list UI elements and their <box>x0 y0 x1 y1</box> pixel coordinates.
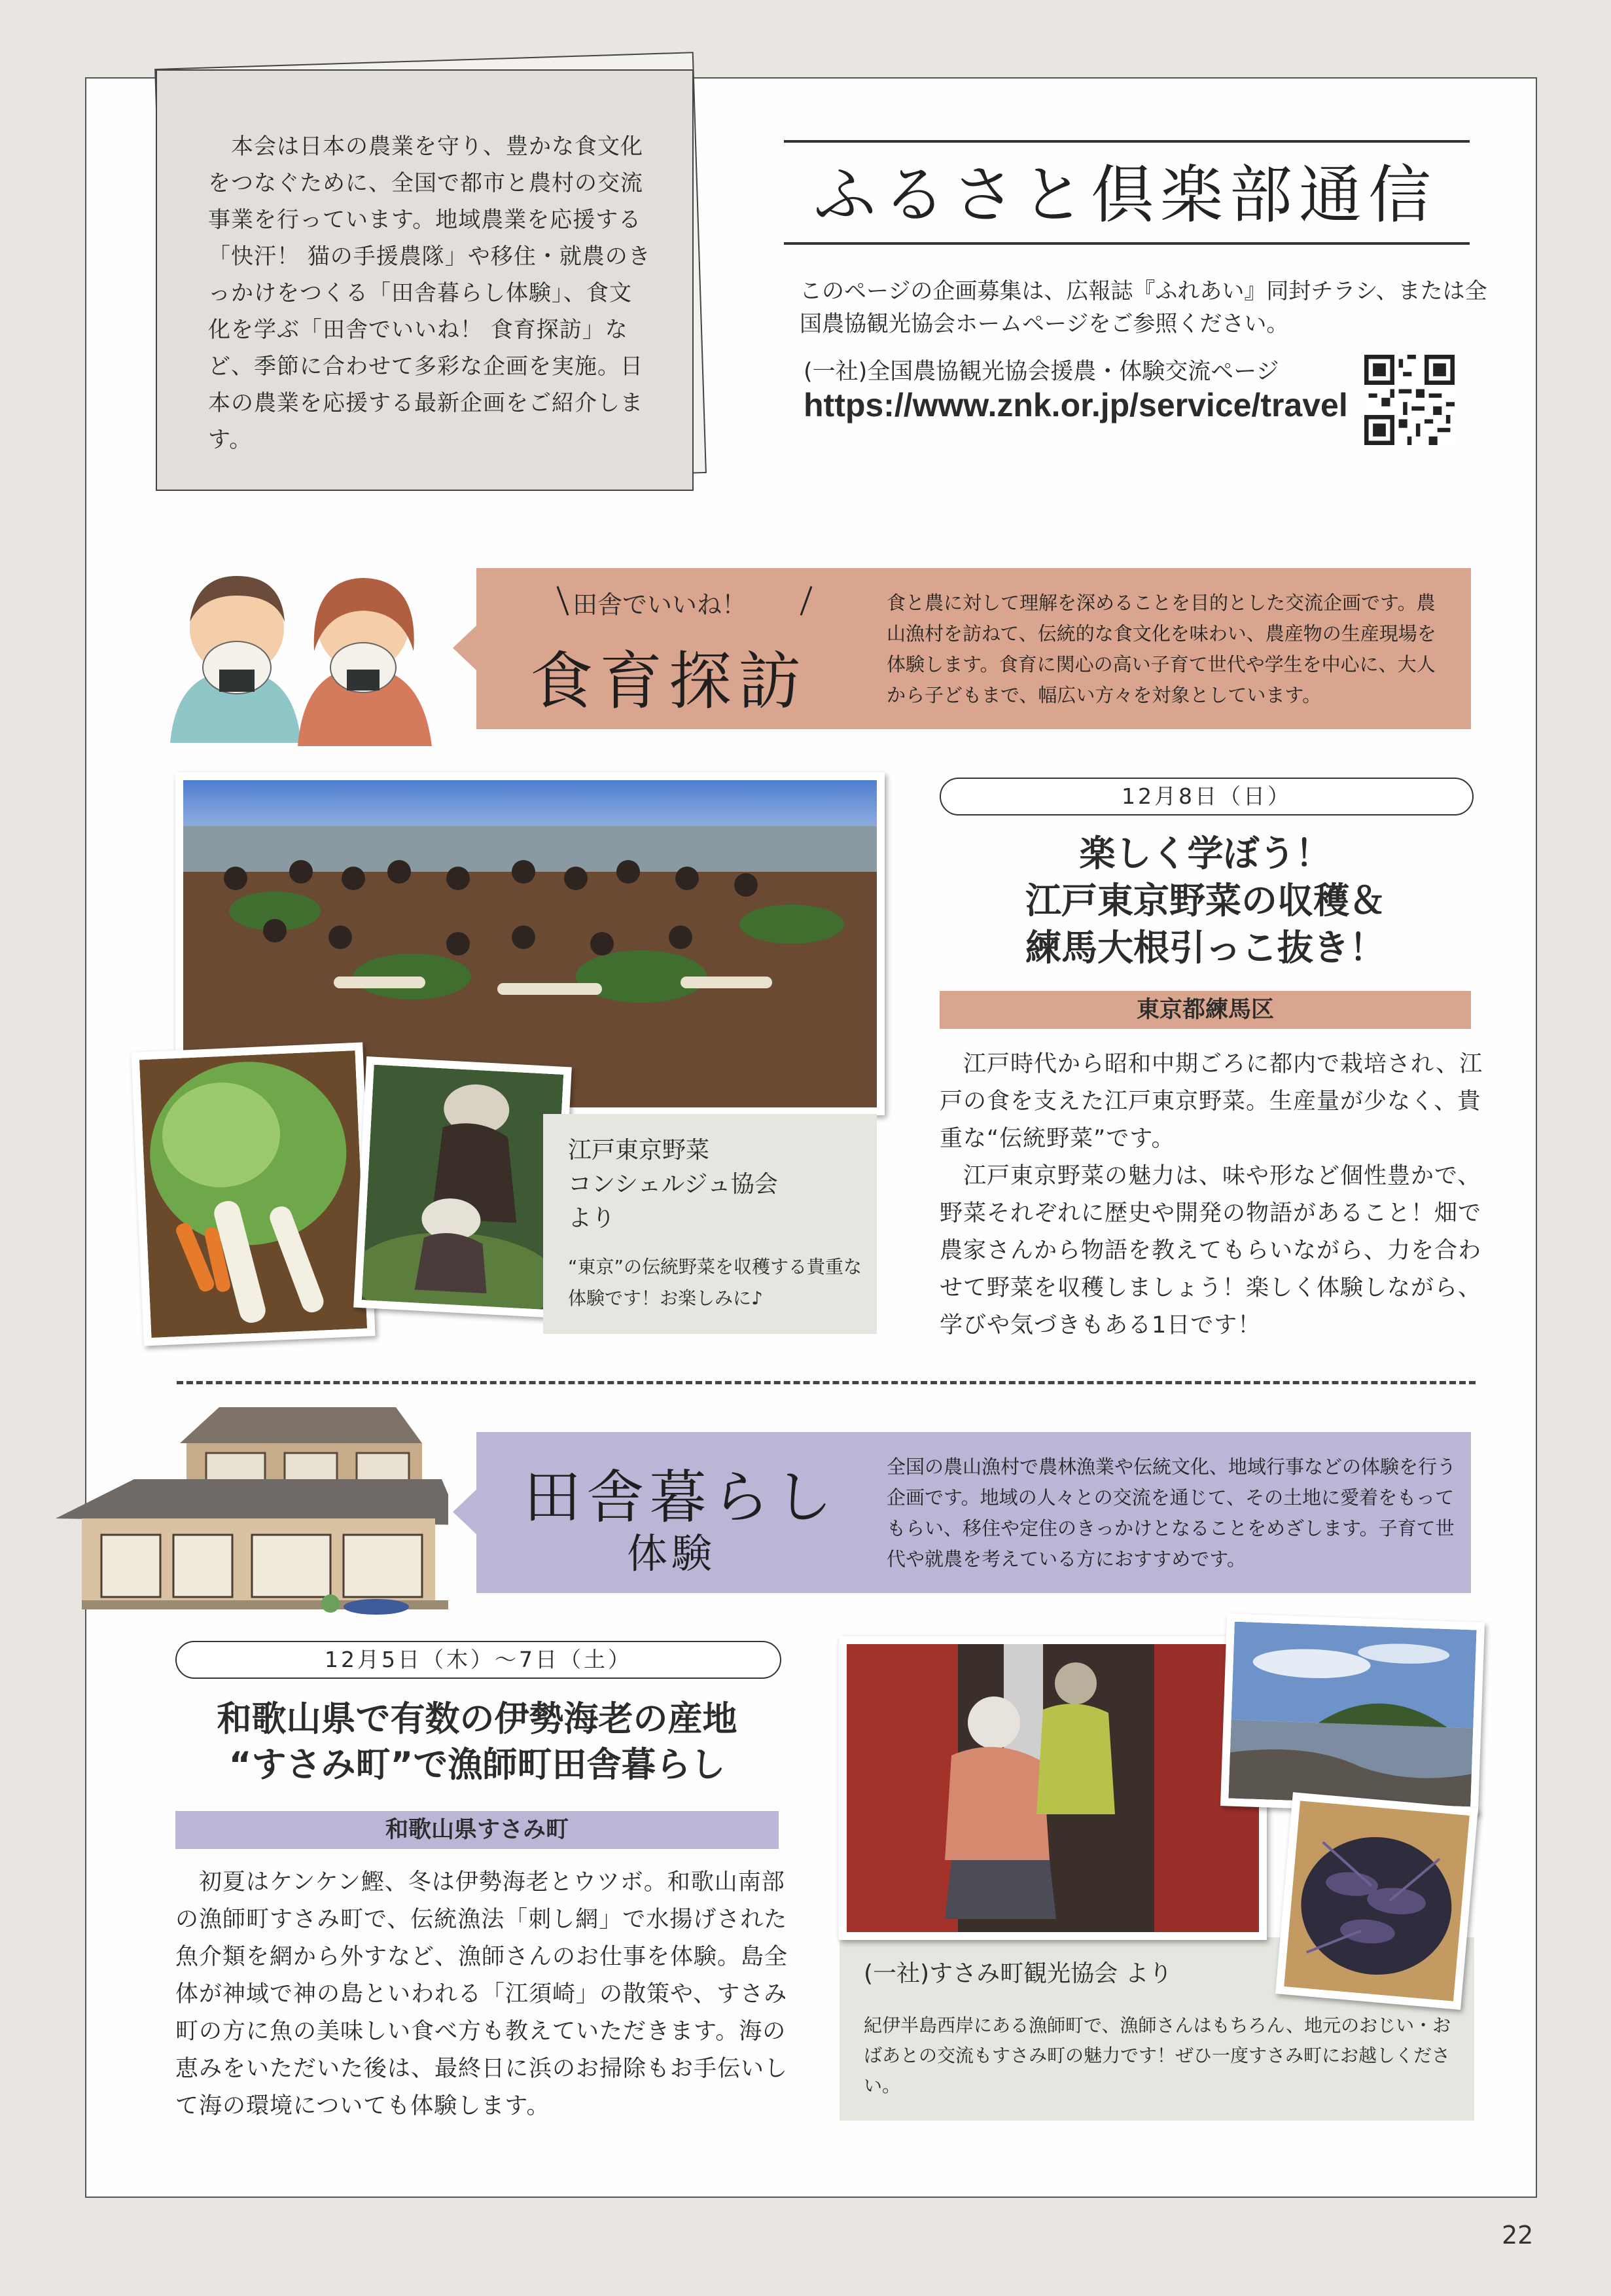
inaka-event-body: 初夏はケンケン鰹、冬は伊勢海老とウツボ。和歌山南部の漁師町すさみ町で、伝統漁法「刺し網」で水揚げされた魚介類を網から外すなど、漁師さんのお仕事を体験。島全体が神域で神の島といわれる「江須崎」の散策や、すさみ町の方に魚の美味しい食べ方も教えていただきます。海の恵みをいただいた後は、最終日に浜のお掃除もお手伝いして海の環境についても体験します。 <box>175 1869 788 2119</box>
url-label: (一社)全国農協観光協会援農・体験交流ページ <box>804 359 1279 385</box>
shokuiku-caption-text: “東京”の伝統野菜を収穫する貴重な体験です！お楽しみに♪ <box>568 1256 862 1309</box>
fishing-net-photo <box>839 1636 1267 1940</box>
banner2-pointer <box>453 1488 478 1535</box>
section-divider <box>177 1381 1476 1384</box>
shokuiku-description: 食と農に対して理解を深めることを目的とした交流企画です。農山漁村を訪ねて、伝統的な食文化を味わい、農産物の生産現場を体験します。食育に関心の高い子育て世代や学生を中心に、大人から子どもまで、幅広い方々を対象としています。 <box>887 592 1436 706</box>
title-rule-bottom <box>784 242 1470 245</box>
inaka-title-line2: 体験 <box>627 1530 717 1577</box>
banner1-pointer <box>453 624 478 672</box>
page-number: 22 <box>1502 2221 1534 2250</box>
shokuiku-title: 食育探訪 <box>530 645 807 718</box>
shokuiku-subtitle: 田舎でいいね！ <box>573 590 747 619</box>
shokuiku-title-line2: 江戸東京野菜の収穫＆ <box>1025 880 1385 922</box>
inaka-event-title <box>175 1696 779 1788</box>
inaka-title-line1: 田舎暮らし <box>523 1463 838 1531</box>
shokuiku-event-date: 12月8日（日） <box>940 778 1474 816</box>
shokuiku-location: 東京都練馬区 <box>940 991 1471 1029</box>
intro-text: 本会は日本の農業を守り、豊かな食文化をつなぐために、全国で都市と農村の交流事業を行っています。地域農業を応援する「快汗！ 猫の手援農隊」や移住・就農のきっかけをつくる「田舎暮らし体験」、食文化を学ぶ「田舎でいいね！ 食育探訪」など、季節に合わせて多彩な企画を実施。日本の農業を応援する最新企画をご紹介します。 <box>208 134 651 453</box>
seaside-island-photo <box>1220 1613 1485 1815</box>
page-title: ふるさと倶楽部通信 <box>813 158 1438 232</box>
field-work-photo <box>353 1056 572 1318</box>
website-link[interactable]: https://www.znk.or.jp/service/travel <box>804 387 1348 423</box>
ise-lobster-photo <box>1275 1792 1478 2010</box>
inaka-location: 和歌山県すさみ町 <box>175 1811 779 1849</box>
shokuiku-caption-source: 江戸東京野菜 コンシェルジュ協会 より <box>568 1137 778 1232</box>
inaka-title-line1-event: 和歌山県で有数の伊勢海老の産地 <box>217 1699 737 1739</box>
title-rule-top <box>784 140 1470 143</box>
inaka-title-line2-event: “すさみ町”で漁師町田舎暮らし <box>228 1745 726 1785</box>
inaka-event-date: 12月5日（木）～7日（土） <box>175 1641 781 1679</box>
traditional-house-illustration <box>56 1407 448 1623</box>
shokuiku-title-line3: 練馬大根引っこ抜き！ <box>1025 927 1385 969</box>
people-eating-onigiri-illustration <box>164 560 438 749</box>
qr-code[interactable] <box>1364 355 1455 445</box>
shokuiku-title-line1: 楽しく学ぼう！ <box>1079 833 1332 874</box>
inaka-caption-text: 紀伊半島西岸にある漁師町で、漁師さんはもちろん、地元のおじい・おばあとの交流もすさみ町の魅力です！ぜひ一度すさみ町にお越しください。 <box>864 2015 1451 2096</box>
vegetable-basket-photo <box>131 1042 375 1346</box>
inaka-description: 全国の農山漁村で農林漁業や伝統文化、地域行事などの体験を行う企画です。地域の人々との交流を通じて、その土地に愛着をもってもらい、移住や定住のきっかけとなることをめざします。子育て世代や就農を考えている方におすすめです。 <box>887 1456 1457 1570</box>
shokuiku-event-body: 江戸時代から昭和中期ごろに都内で栽培され、江戸の食を支えた江戸東京野菜。生産量が少なく、貴重な“伝統野菜”です。 江戸東京野菜の魅力は、味や形など個性豊かで、野菜それぞれに歴史や開発の物語があること！畑で農家さんから物語を教えてもらいながら、力を合わせて野菜を収穫しましょう！楽しく体験しながら、学びや気づきもある1日です！ <box>940 1051 1483 1338</box>
inaka-caption-source: (一社)すさみ町観光協会 より <box>864 1960 1173 1987</box>
page-info-text: このページの企画募集は、広報誌『ふれあい』同封チラシ、または全国農協観光協会ホームページをご参照ください。 <box>800 278 1487 337</box>
shokuiku-event-title <box>940 830 1471 971</box>
